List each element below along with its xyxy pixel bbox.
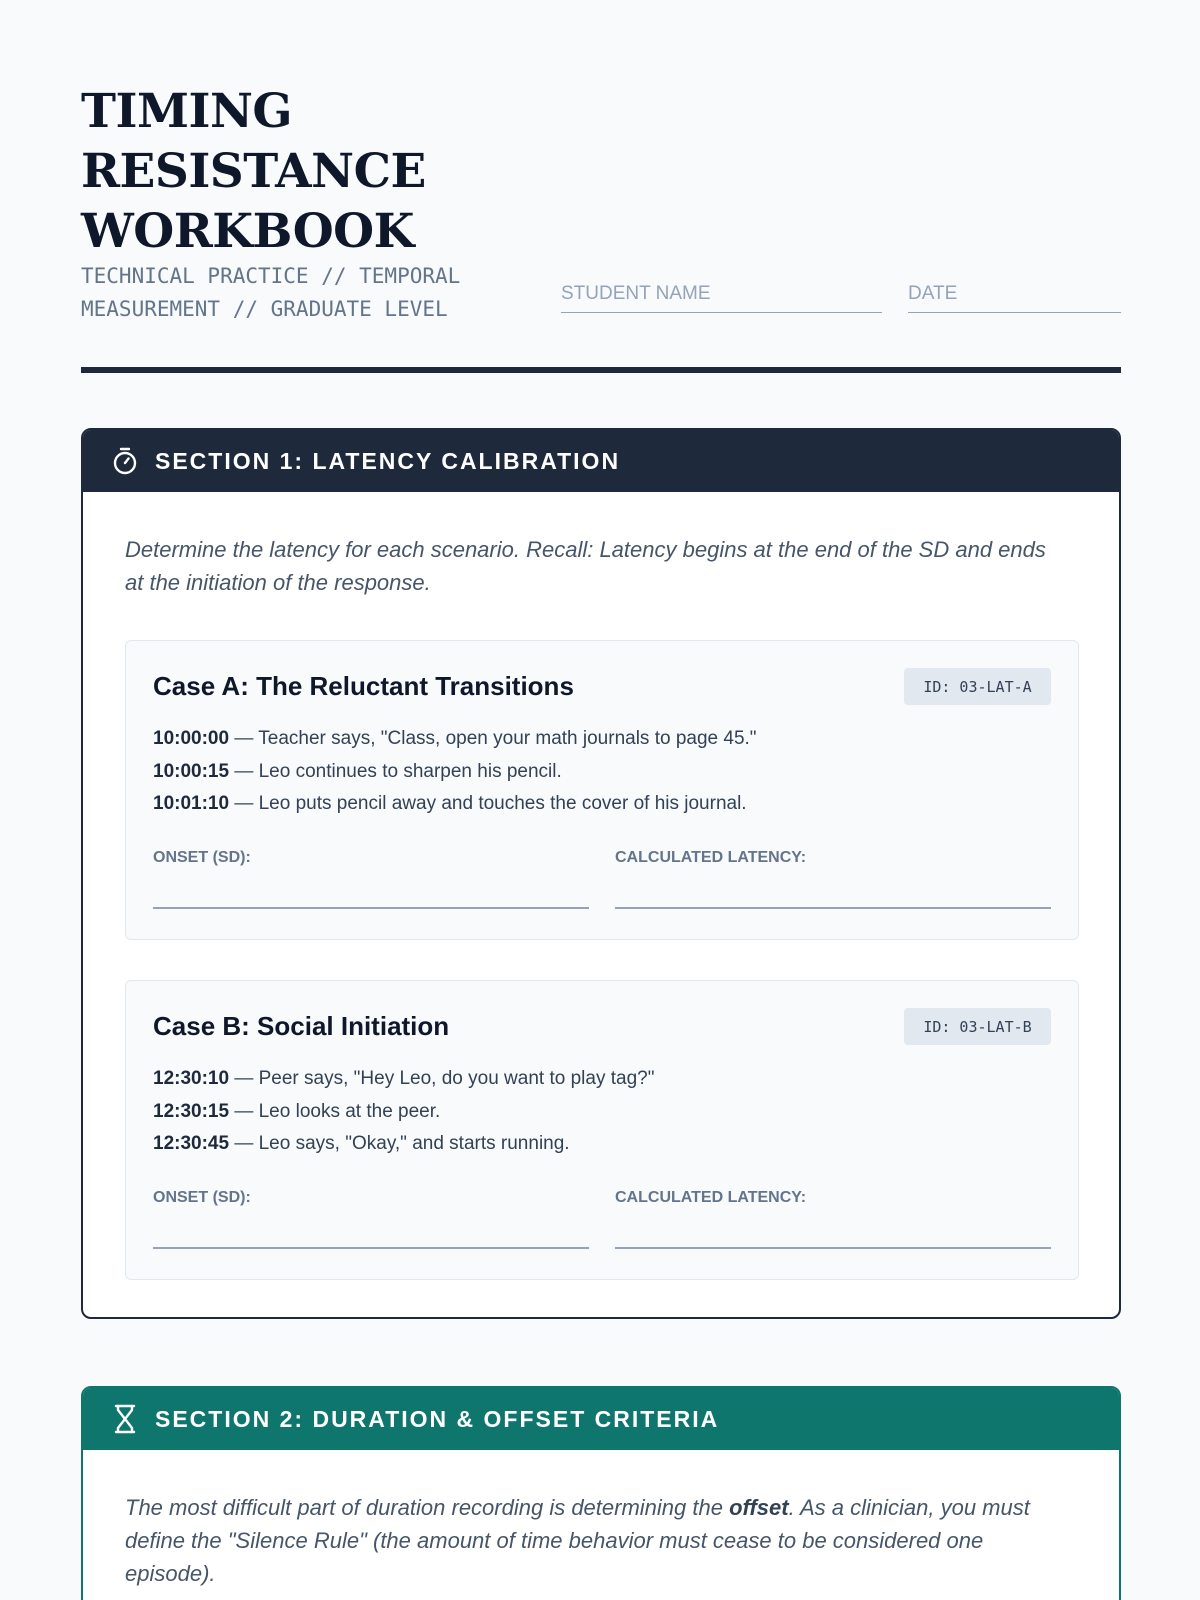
event-time: 12:30:45 bbox=[153, 1133, 230, 1154]
header-divider bbox=[81, 367, 1121, 373]
intro-emphasis: offset bbox=[729, 1495, 789, 1520]
event-item bbox=[153, 756, 757, 789]
date-label: DATE bbox=[908, 283, 958, 304]
section-title: SECTION 2: DURATION & OFFSET CRITERIA bbox=[155, 1405, 720, 1432]
case-id-badge: ID: 03-LAT-B bbox=[904, 1008, 1051, 1045]
section-intro bbox=[125, 1491, 1075, 1590]
event-item bbox=[153, 1128, 654, 1161]
section-header bbox=[83, 430, 1119, 492]
event-text: — Leo continues to sharpen his pencil. bbox=[229, 760, 562, 782]
onset-label: ONSET (SD): bbox=[153, 1189, 251, 1206]
case-card bbox=[125, 980, 1079, 1280]
event-text: — Leo puts pencil away and touches the cover of his journal. bbox=[229, 793, 747, 814]
onset-label: ONSET (SD): bbox=[153, 849, 251, 866]
event-list bbox=[153, 1063, 654, 1161]
event-time: 10:00:15 bbox=[153, 760, 230, 782]
event-item bbox=[153, 1063, 654, 1096]
event-text: — Leo looks at the peer. bbox=[229, 1100, 441, 1122]
onset-answer-line[interactable] bbox=[153, 1247, 589, 1249]
subtitle-line: TECHNICAL PRACTICE // TEMPORAL bbox=[81, 264, 461, 288]
stopwatch-icon bbox=[111, 447, 139, 475]
latency-answer-line[interactable] bbox=[615, 1247, 1051, 1249]
event-item bbox=[153, 1096, 654, 1129]
latency-label: CALCULATED LATENCY: bbox=[615, 1189, 807, 1206]
section-latency-calibration bbox=[81, 428, 1121, 1319]
event-text: — Teacher says, "Class, open your math journals to page 45." bbox=[229, 728, 757, 749]
case-id-badge: ID: 03-LAT-A bbox=[904, 668, 1051, 705]
case-card bbox=[125, 640, 1079, 940]
title-line: TIMING bbox=[81, 84, 293, 139]
event-time: 12:30:15 bbox=[153, 1100, 230, 1122]
title-line: RESISTANCE bbox=[81, 144, 426, 199]
event-time: 12:30:10 bbox=[153, 1068, 230, 1089]
event-time: 10:01:10 bbox=[153, 793, 230, 814]
section-intro: Determine the latency for each scenario. Recall: Latency begins at the end of the SD and ends at the initiation of the response. bbox=[125, 537, 1046, 595]
case-title: Case B: Social Initiation bbox=[153, 1011, 450, 1041]
event-list bbox=[153, 723, 757, 821]
latency-answer-line[interactable] bbox=[615, 907, 1051, 909]
date-field[interactable] bbox=[908, 283, 1121, 313]
event-text: — Peer says, "Hey Leo, do you want to play tag?" bbox=[229, 1068, 655, 1089]
onset-answer-line[interactable] bbox=[153, 907, 589, 909]
student-name-label: STUDENT NAME bbox=[561, 283, 711, 304]
title-line: WORKBOOK bbox=[81, 204, 414, 259]
workbook-page bbox=[81, 0, 1121, 1586]
section-header bbox=[83, 1388, 1119, 1450]
header bbox=[81, 0, 1121, 375]
intro-text: The most difficult part of duration recording is determining the bbox=[125, 1495, 730, 1520]
intro-text: . As a clinician, you must define the "Silence Rule" (the amount of time behavior must cease to be considered one episode). bbox=[125, 1495, 1030, 1586]
latency-label: CALCULATED LATENCY: bbox=[615, 849, 807, 866]
student-name-field[interactable] bbox=[561, 283, 882, 313]
event-time: 10:00:00 bbox=[153, 728, 230, 749]
event-item bbox=[153, 723, 757, 756]
event-item bbox=[153, 788, 757, 821]
subtitle bbox=[81, 260, 521, 326]
section-duration-offset bbox=[81, 1386, 1121, 1600]
case-title: Case A: The Reluctant Transitions bbox=[153, 671, 574, 701]
section-title: SECTION 1: LATENCY CALIBRATION bbox=[155, 447, 621, 474]
event-text: — Leo says, "Okay," and starts running. bbox=[229, 1133, 570, 1154]
subtitle-line: MEASUREMENT // GRADUATE LEVEL bbox=[81, 297, 448, 321]
hourglass-icon bbox=[111, 1405, 139, 1433]
page-title bbox=[81, 82, 426, 262]
